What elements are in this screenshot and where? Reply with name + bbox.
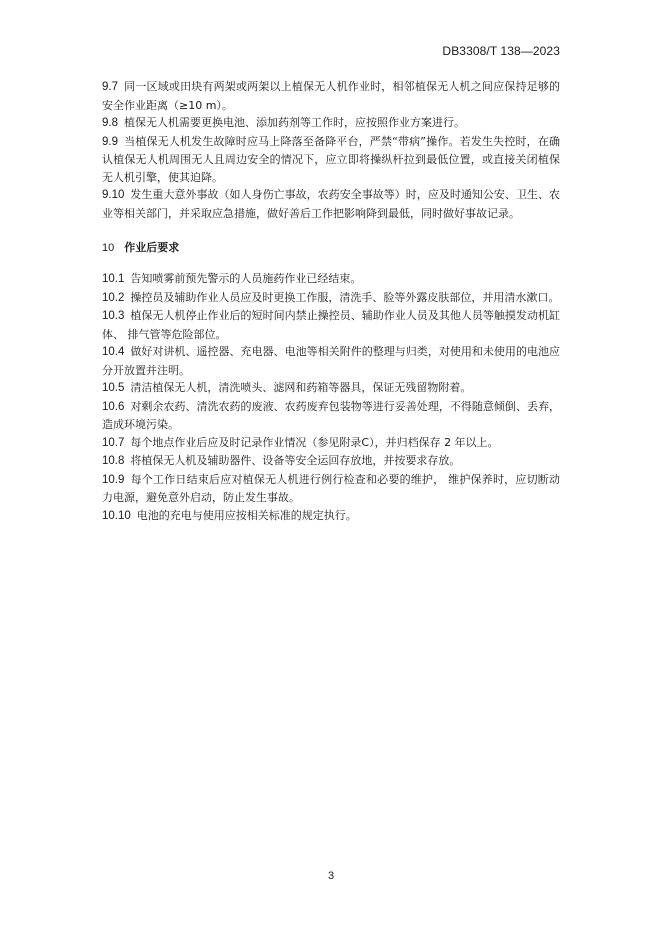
section-number: 10 bbox=[102, 242, 115, 254]
clause-text: 告知喷雾前预先警示的人员施药作业已经结束。 bbox=[130, 272, 362, 285]
clause-number: 10.8 bbox=[102, 455, 125, 467]
clause-text: 植保无人机停止作业后的短时间内禁止操控员、辅助作业人员及其他人员等触摸发动机缸体、 排气管等危险部位。 bbox=[102, 309, 560, 341]
clauses-bottom bbox=[102, 270, 560, 525]
clause-number: 10.3 bbox=[102, 310, 125, 322]
clause-number: 9.8 bbox=[102, 117, 118, 129]
clause-number: 10.5 bbox=[102, 382, 125, 394]
clause bbox=[102, 343, 560, 379]
clause bbox=[102, 186, 560, 222]
clause-number: 10.10 bbox=[102, 509, 131, 522]
clause-number: 10.6 bbox=[102, 400, 125, 413]
clause bbox=[102, 114, 560, 133]
clause-text: 操控员及辅助作业人员应及时更换工作服，清洗手、脸等外露皮肤部位，并用清水漱口。 bbox=[130, 290, 560, 304]
clause bbox=[102, 270, 560, 289]
clause-number: 9.7 bbox=[102, 81, 118, 93]
clause bbox=[102, 307, 560, 343]
clause bbox=[102, 133, 560, 187]
clause-text: 清洁植保无人机，清洗喷头、滤网和药箱等器具，保证无残留物附着。 bbox=[130, 381, 472, 394]
clause-number: 10.7 bbox=[102, 436, 125, 449]
clause-text: 植保无人机需要更换电池、添加药剂等工作时，应按照作业方案进行。 bbox=[124, 116, 465, 129]
clause bbox=[102, 434, 560, 453]
clause-number: 10.1 bbox=[102, 273, 125, 285]
clause bbox=[102, 507, 560, 526]
clauses-top bbox=[102, 78, 560, 222]
clause-text: 每个地点作业后应及时记录作业情况（参见附录C），并归档保存 2 年以上。 bbox=[130, 435, 499, 449]
clause bbox=[102, 379, 560, 398]
clause bbox=[102, 452, 560, 471]
page-number: 3 bbox=[327, 870, 335, 882]
standard-code: DB3308/T 138—2023 bbox=[442, 44, 560, 58]
clause bbox=[102, 471, 560, 507]
clause-number: 10.2 bbox=[102, 291, 125, 304]
clause-text: 做好对讲机、遥控器、充电器、电池等相关附件的整理与归类，对使用和未使用的电池应分开放置并注明。 bbox=[102, 345, 560, 377]
clause-text: 发生重大意外事故（如人身伤亡事故，农药安全事故等）时，应及时通知公安、卫生、农业等相关部门，并采取应急措施，做好善后工作把影响降到最低，同时做好事故记录。 bbox=[102, 188, 560, 220]
clause-number: 10.4 bbox=[102, 346, 125, 358]
clause-text: 将植保无人机及辅助器件、设备等安全运回存放地，并按要求存放。 bbox=[130, 454, 461, 467]
section-title: 作业后要求 bbox=[124, 241, 180, 254]
clause bbox=[102, 398, 560, 434]
clause-text: 当植保无人机发生故障时应马上降落至备降平台，严禁“带病”操作。若发生失控时，在确认植保无人机周围无人且周边安全的情况下，应立即将操纵杆拉到最低位置，或直接关闭植保无人机引擎，使其迫降。 bbox=[102, 134, 560, 184]
clause-text: 对剩余农药、清洗农药的废液、农药废弃包装物等进行妥善处理，不得随意倾倒、丢弃，造成环境污染。 bbox=[102, 399, 560, 431]
clause-number: 9.9 bbox=[102, 135, 118, 148]
clause bbox=[102, 78, 560, 114]
clause-text: 每个工作日结束后应对植保无人机进行例行检查和必要的维护， 维护保养时，应切断动力电源，避免意外启动，防止发生事故。 bbox=[102, 472, 560, 504]
clause-number: 10.9 bbox=[102, 473, 125, 486]
clause-text: 电池的充电与使用应按相关标准的规定执行。 bbox=[136, 508, 357, 522]
clause-text: 同一区域或田块有两架或两架以上植保无人机作业时，相邻植保无人机之间应保持足够的安全作业距离（≥10 m）。 bbox=[102, 80, 560, 112]
clause-number: 9.10 bbox=[102, 189, 125, 201]
clause bbox=[102, 289, 560, 308]
section-heading bbox=[102, 239, 179, 255]
